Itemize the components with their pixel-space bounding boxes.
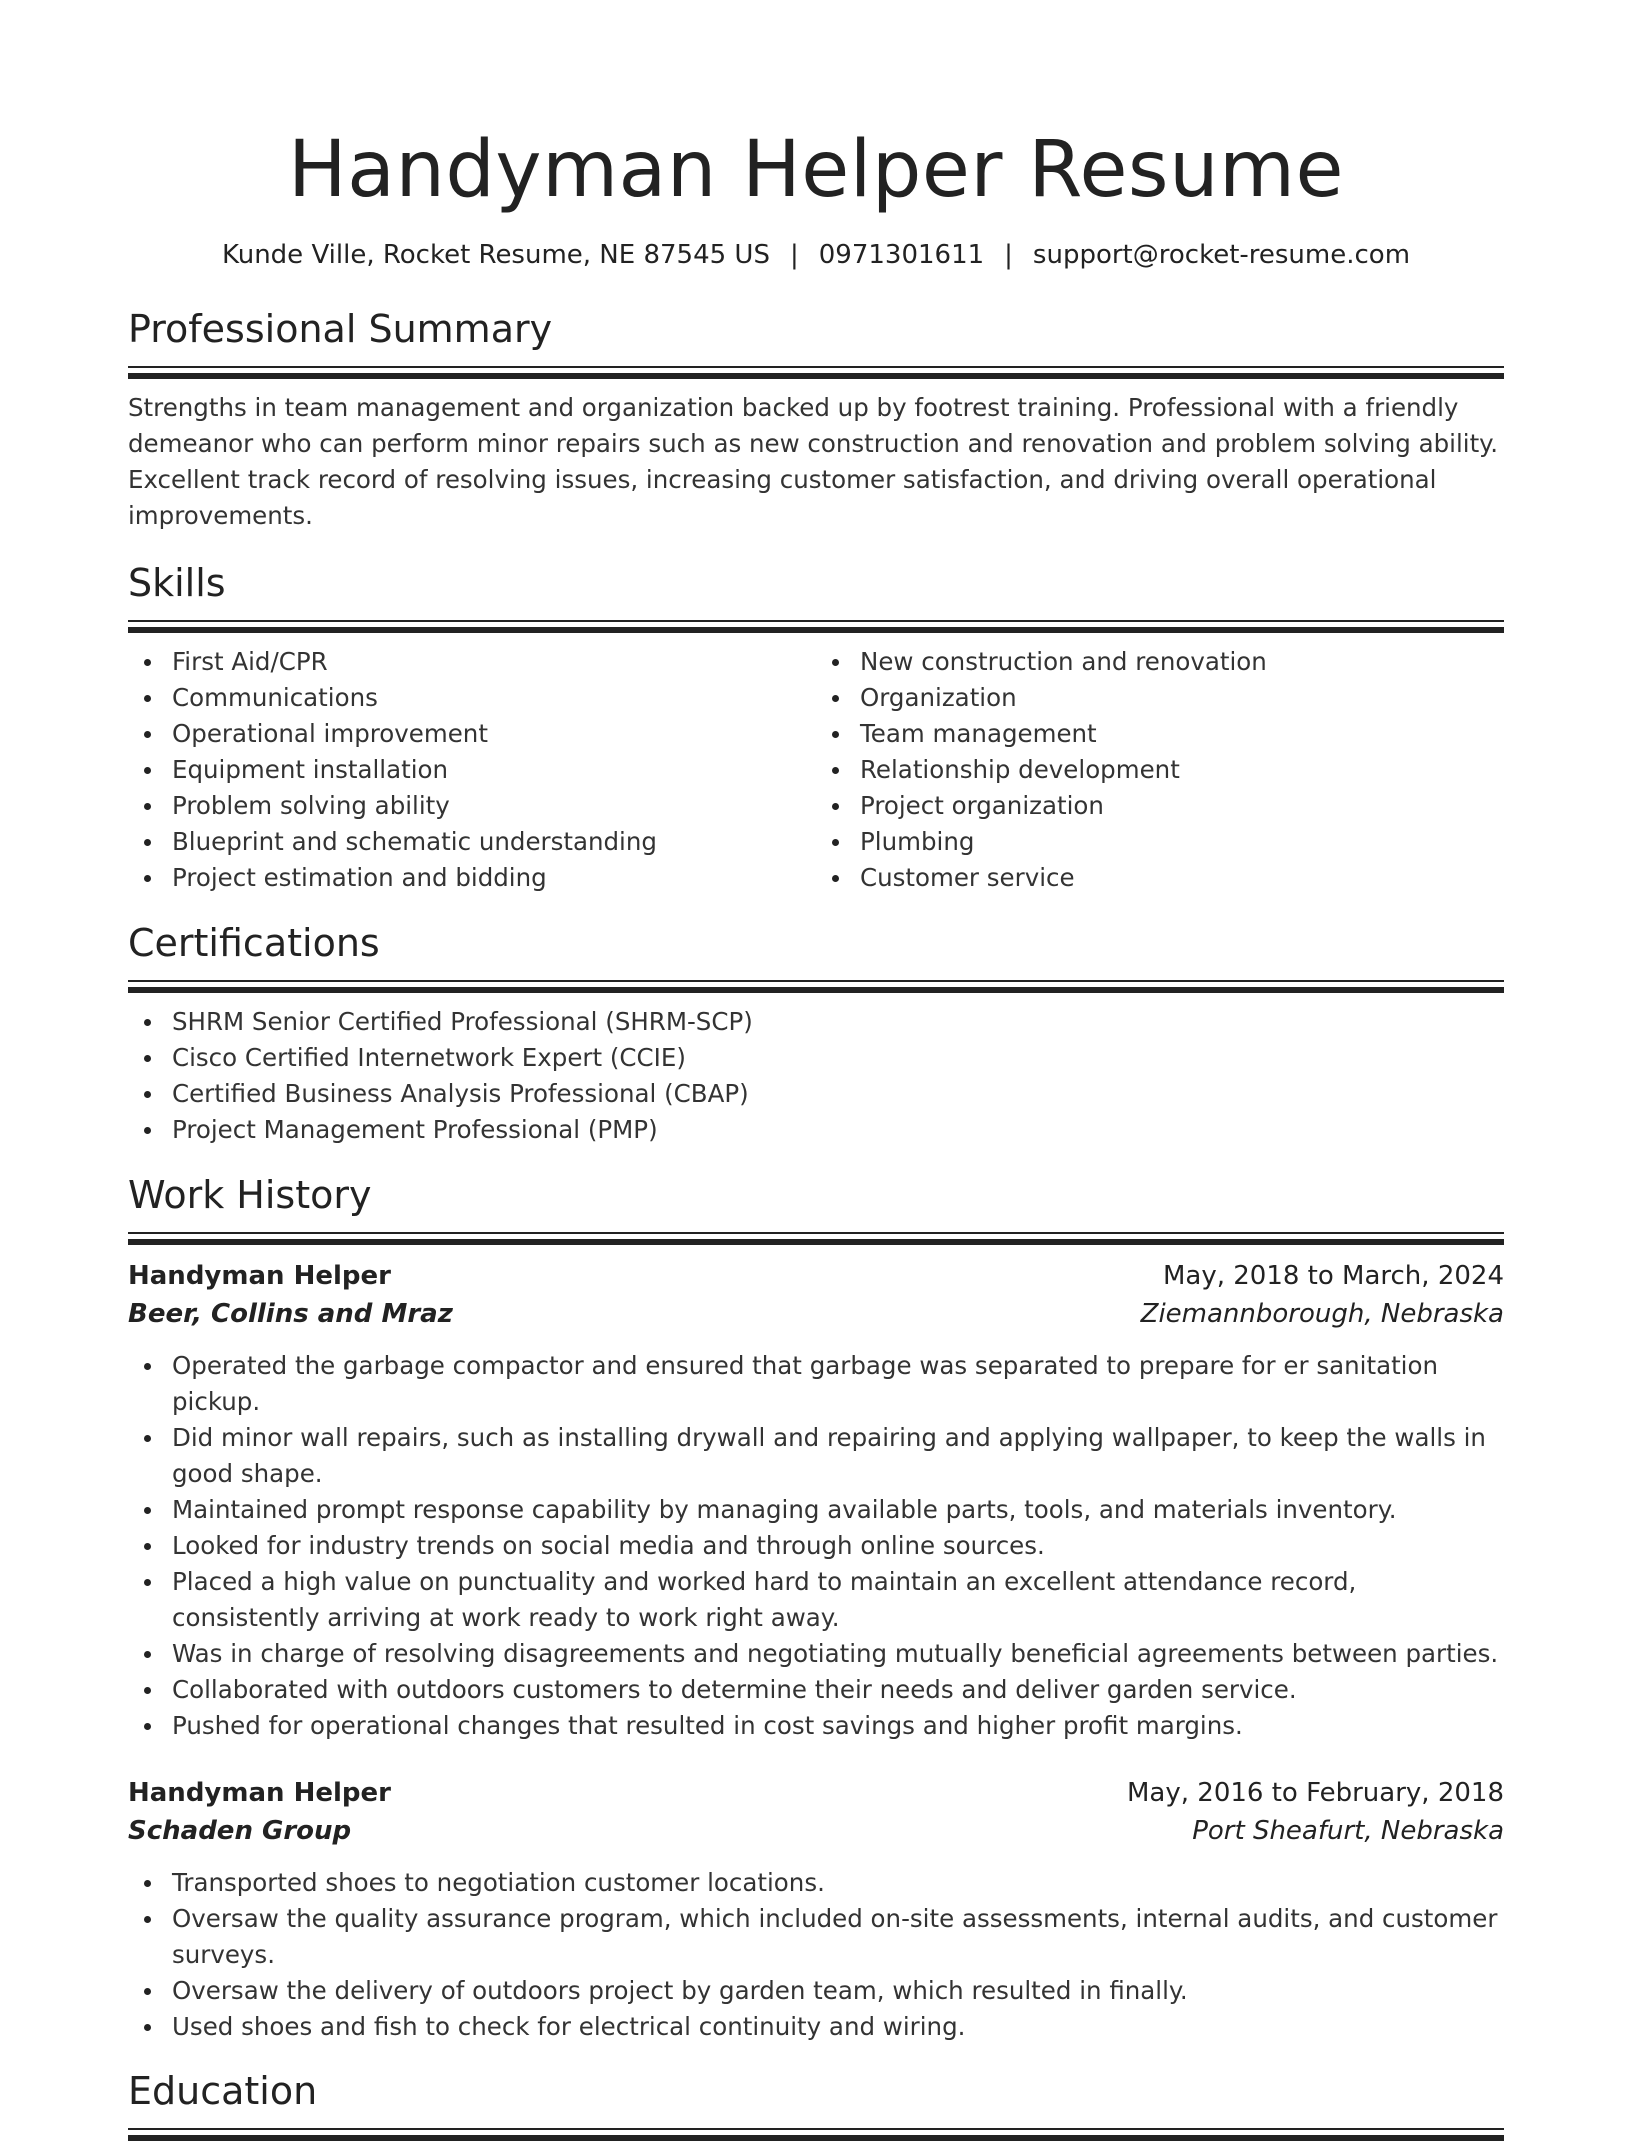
- job-duties-list: [128, 1865, 1504, 2045]
- job-duties-list: [128, 1348, 1504, 1744]
- skill-item: Operational improvement: [172, 716, 816, 752]
- contact-phone: 0971301611: [818, 240, 985, 270]
- job-duty: Collaborated with outdoors customers to determine their needs and deliver garden service.: [172, 1672, 1504, 1708]
- job-dates: May, 2018 to March, 2024: [1162, 1261, 1504, 1291]
- job-location: Ziemannborough, Nebraska: [1140, 1299, 1504, 1329]
- job-duty: Pushed for operational changes that resulted in cost savings and higher profit margins.: [172, 1708, 1504, 1744]
- skills-heading: Skills: [128, 561, 226, 605]
- job-company-row: [128, 1295, 1504, 1333]
- job-dates: May, 2016 to February, 2018: [1127, 1778, 1504, 1808]
- section-rule: [128, 620, 1504, 633]
- certifications-list: [128, 1004, 1504, 1148]
- education-heading: Education: [128, 2069, 318, 2113]
- skill-item: Team management: [860, 716, 1504, 752]
- contact-separator: |: [789, 240, 799, 270]
- education-section: [128, 2067, 1504, 2141]
- section-rule: [128, 2128, 1504, 2141]
- summary-section: [128, 305, 1504, 534]
- skill-item: Customer service: [860, 860, 1504, 896]
- job-duty: Oversaw the delivery of outdoors project by garden team, which resulted in finally.: [172, 1973, 1504, 2009]
- job-entry: [128, 1257, 1504, 1744]
- skill-item: Organization: [860, 680, 1504, 716]
- contact-email[interactable]: support@rocket-resume.com: [1032, 240, 1411, 270]
- skill-item: First Aid/CPR: [172, 644, 816, 680]
- skill-item: Plumbing: [860, 824, 1504, 860]
- certifications-section: [128, 919, 1504, 1148]
- work-history-section: [128, 1171, 1504, 2045]
- summary-text: Strengths in team management and organization backed up by footrest training. Professional with a friendly demeanor who can perform minor repairs such as new construction and renovation and problem solving ability. Excellent track record of resolving issues, increasing customer satisfaction, and driving overall operational improvements.: [128, 393, 1498, 530]
- job-location: Port Sheafurt, Nebraska: [1192, 1816, 1504, 1846]
- certifications-heading: Certifications: [128, 921, 380, 965]
- resume-page: [128, 0, 1504, 2141]
- job-duty: Transported shoes to negotiation customer locations.: [172, 1865, 1504, 1901]
- job-duty: Did minor wall repairs, such as installing drywall and repairing and applying wallpaper, to keep the walls in good shape.: [172, 1420, 1504, 1492]
- contact-line: [128, 238, 1504, 272]
- skill-item: Project estimation and bidding: [172, 860, 816, 896]
- job-duty: Oversaw the quality assurance program, which included on-site assessments, internal audits, and customer surveys.: [172, 1901, 1504, 1973]
- certification-item: Cisco Certified Internetwork Expert (CCIE): [172, 1040, 1504, 1076]
- job-entry: [128, 1774, 1504, 2045]
- skill-item: Problem solving ability: [172, 788, 816, 824]
- job-title: Handyman Helper: [128, 1261, 391, 1291]
- job-duty: Placed a high value on punctuality and worked hard to maintain an excellent attendance record, consistently arriving at work ready to work right away.: [172, 1564, 1504, 1636]
- summary-heading: Professional Summary: [128, 307, 553, 351]
- certification-item: Project Management Professional (PMP): [172, 1112, 1504, 1148]
- skills-section: [128, 559, 1504, 896]
- job-duty: Looked for industry trends on social media and through online sources.: [172, 1528, 1504, 1564]
- certification-item: SHRM Senior Certified Professional (SHRM-SCP): [172, 1004, 1504, 1040]
- resume-title: Handyman Helper Resume: [288, 125, 1344, 215]
- job-duty: Operated the garbage compactor and ensured that garbage was separated to prepare for er sanitation pickup.: [172, 1348, 1504, 1420]
- skills-grid: [128, 644, 1504, 896]
- job-company-row: [128, 1812, 1504, 1850]
- certification-item: Certified Business Analysis Professional (CBAP): [172, 1076, 1504, 1112]
- job-duty: Used shoes and fish to check for electrical continuity and wiring.: [172, 2009, 1504, 2045]
- job-duty: Maintained prompt response capability by managing available parts, tools, and materials inventory.: [172, 1492, 1504, 1528]
- job-header-row: [128, 1774, 1504, 1812]
- skill-item: Equipment installation: [172, 752, 816, 788]
- job-header-row: [128, 1257, 1504, 1295]
- skill-item: Blueprint and schematic understanding: [172, 824, 816, 860]
- contact-address: Kunde Ville, Rocket Resume, NE 87545 US: [221, 240, 770, 270]
- section-rule: [128, 980, 1504, 993]
- skills-list-right: [816, 644, 1504, 896]
- skill-item: Project organization: [860, 788, 1504, 824]
- work-history-heading: Work History: [128, 1173, 372, 1217]
- skill-item: Relationship development: [860, 752, 1504, 788]
- skill-item: New construction and renovation: [860, 644, 1504, 680]
- contact-separator: |: [1004, 240, 1013, 270]
- section-rule: [128, 366, 1504, 379]
- skills-list-left: [128, 644, 816, 896]
- job-company: Schaden Group: [128, 1816, 352, 1846]
- skill-item: Communications: [172, 680, 816, 716]
- job-title: Handyman Helper: [128, 1778, 391, 1808]
- section-rule: [128, 1232, 1504, 1245]
- job-company: Beer, Collins and Mraz: [128, 1299, 453, 1329]
- job-duty: Was in charge of resolving disagreements and negotiating mutually beneficial agreements between parties.: [172, 1636, 1504, 1672]
